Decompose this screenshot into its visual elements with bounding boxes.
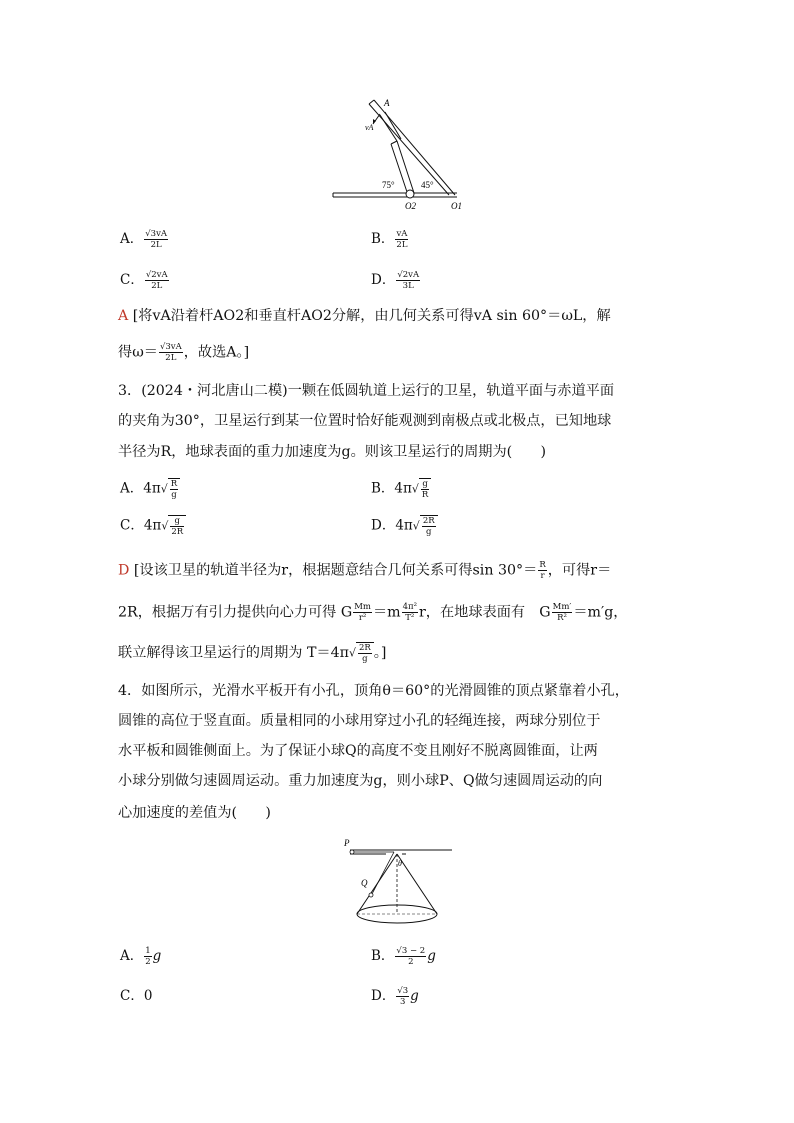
q3-answer-line1: D [设该卫星的轨道半径为r，根据题意结合几何关系可得sin 30°＝ $\frac{R}{r}$ ，可得r＝ <box>118 560 612 581</box>
q3-line3: 半径为R，地球表面的重力加速度为g。则该卫星运行的周期为( ) <box>118 444 547 460</box>
label-45: 45° <box>421 180 434 190</box>
q4-line5: 心加速度的差值为( ) <box>118 805 271 821</box>
q2-option-d[interactable]: D． $\frac{√2vA}{3L}$ <box>371 270 420 291</box>
ball-P <box>350 850 354 854</box>
q4-option-d[interactable]: D． $\frac{√3}{3}$ g <box>371 986 419 1007</box>
rod-mechanism-figure <box>325 92 475 214</box>
label-O2: O2 <box>405 201 416 211</box>
q2-answer-letter: A <box>118 308 129 324</box>
label-A: A <box>384 98 390 108</box>
q4-line1: 4．如图所示，光滑水平板开有小孔，顶角θ＝60°的光滑圆锥的顶点紧靠着小孔， <box>118 683 629 699</box>
q3-answer-line2: 2R，根据万有引力提供向心力可得 G $\frac{Mm}{\text{r²}}$ ＝m $\frac{\text{4π²}}{\text{T²}}$ r，在地球表面有 G $\frac{Mm'}{\text{R²}}$ ＝m′g， <box>118 602 628 623</box>
cone-figure <box>340 836 460 932</box>
q4-option-a[interactable]: A． $\frac{1}{2}$ g <box>120 946 162 967</box>
label-vA: vA <box>365 123 374 132</box>
q3-answer-line3: 联立解得该卫星运行的周期为 T＝4π√ $\frac{2R}{g}$ 。] <box>118 643 387 664</box>
q2-option-a[interactable]: A． $\frac{√3vA}{2L}$ <box>120 229 168 250</box>
q4-line4: 小球分别做匀速圆周运动。重力加速度为g，则小球P、Q做匀速圆周运动的向 <box>118 773 603 789</box>
q4-line2: 圆锥的高位于竖直面。质量相同的小球用穿过小孔的轻绳连接，两球分别位于 <box>118 713 601 729</box>
q2-answer-line1: A [将vA沿着杆AO2和垂直杆AO2分解，由几何关系可得vA sin 60°＝ωL，解 <box>118 308 611 324</box>
label-O1: O1 <box>451 201 462 211</box>
q2-option-c[interactable]: C． $\frac{√2vA}{2L}$ <box>120 270 168 291</box>
pivot-O2 <box>406 190 414 198</box>
q2-answer-line2: 得ω＝ $\frac{√3vA}{2L}$ ，故选A。] <box>118 342 250 363</box>
label-theta: θ <box>398 859 402 868</box>
label-75: 75° <box>382 180 395 190</box>
q3-option-a[interactable]: A．4π√ $\frac{R}{g}$ <box>120 478 180 500</box>
q3-answer-letter: D <box>118 562 130 579</box>
q2-option-b[interactable]: B． $\frac{vA}{2L}$ <box>371 229 408 250</box>
q4-line3: 水平板和圆锥侧面上。为了保证小球Q的高度不变且刚好不脱离圆锥面，让两 <box>118 743 598 759</box>
q3-line1: 3．(2024・河北唐山二模)一颗在低圆轨道上运行的卫星，轨道平面与赤道平面 <box>118 383 615 399</box>
label-P: P <box>344 838 350 848</box>
q3-option-b[interactable]: B．4π√ $\frac{g}{R}$ <box>371 478 431 500</box>
q3-option-d[interactable]: D．4π√ $\frac{2R}{g}$ <box>371 515 438 537</box>
label-Q: Q <box>361 878 368 888</box>
q4-option-b[interactable]: B． $\frac{√3 - 2}{2}$ g <box>371 946 436 967</box>
ball-Q <box>369 893 373 897</box>
q4-option-c[interactable]: C．0 <box>120 988 153 1004</box>
q3-option-c[interactable]: C．4π√ $\frac{g}{2R}$ <box>120 515 186 537</box>
q3-line2: 的夹角为30°，卫星运行到某一位置时恰好能观测到南极点或北极点，已知地球 <box>118 413 612 429</box>
